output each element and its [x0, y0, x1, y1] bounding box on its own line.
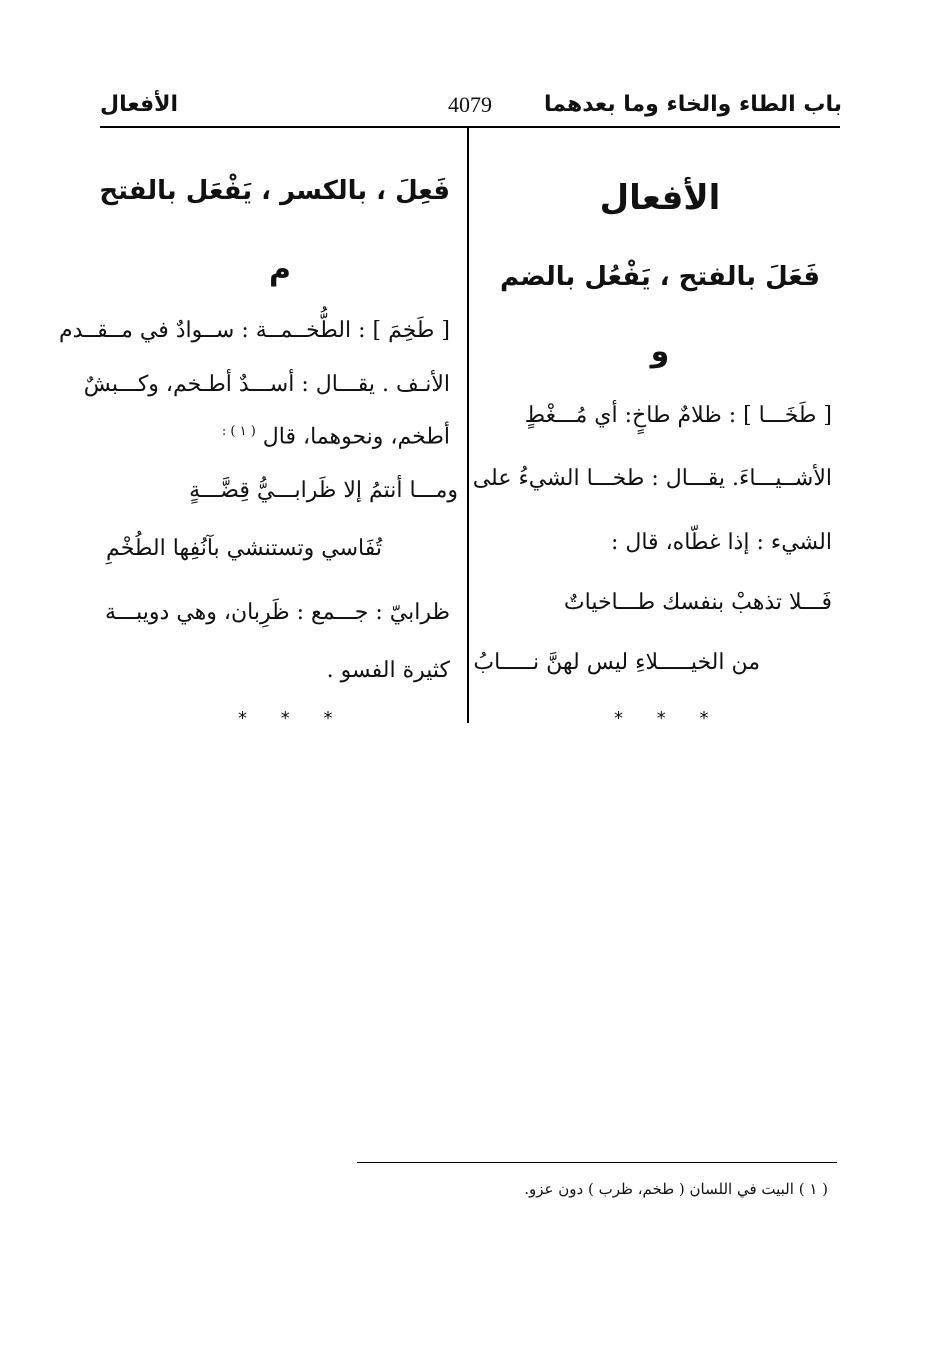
left-verse-line-2: تُفَاسي وتستنشي بآنُفِها الطُخْمِ: [106, 536, 382, 561]
left-entry-line-2: الأنـف . يقـــال : أســـدٌ أطـخم، وكـــبشٌ: [83, 372, 450, 397]
running-header-right: باب الطاء والخاء وما بعدهما: [543, 92, 842, 117]
right-entry-line-2: الأشــيـــاءَ. يقـــال : طخـــا الشيءُ على: [472, 466, 832, 491]
left-root-letter: م: [269, 252, 291, 287]
left-entry-line-5: كثيرة الفسو .: [326, 658, 450, 683]
right-column-subtitle: فَعَلَ بالفتح ، يَفْعُل بالضم: [500, 262, 820, 292]
page-number: 4079: [448, 92, 492, 117]
running-header-left: الأفعال: [100, 92, 179, 117]
left-entry-line-3-text: أطخم، ونحوهما، قال: [262, 424, 450, 450]
right-entry-line-1: [ طَخَـــا ] : ظلامٌ طاخٍ: أي مُـــغْطٍ: [524, 403, 832, 428]
section-title: الأفعال: [599, 178, 721, 218]
right-separator: * * *: [614, 708, 723, 729]
header-rule: [100, 126, 840, 128]
right-verse-line-2: من الخيـــــلاءِ ليس لهنَّ نـــــابُ: [473, 650, 760, 675]
column-divider: [467, 127, 469, 723]
footnote: ( ١ ) البيت في اللسان ( طخم، ظرب ) دون عزو.: [524, 1180, 828, 1198]
footnote-marker: ( ١ ) :: [221, 424, 256, 439]
right-entry-line-3: الشيء : إذا غطّاه، قال :: [610, 530, 832, 555]
left-entry-line-3: [222, 424, 450, 449]
left-entry-line-4: ظرابيّ : جـــمع : ظَرِبان، وهي دويبـــة: [105, 600, 450, 625]
right-root-letter: و: [650, 334, 670, 369]
left-entry-line-1: [ طَخِمَ ] : الطُّخــمــة : ســوادٌ في مــقــدم: [59, 318, 450, 343]
left-verse-line-1: ومـــا أنتمُ إلا ظَرابـــيُّ قِضَّـــةٍ: [189, 478, 458, 503]
left-column-title: فَعِلَ ، بالكسر ، يَفْعَل بالفتح: [99, 176, 450, 206]
left-separator: * * *: [238, 708, 347, 729]
right-verse-line-1: فَـــلا تذهبْ بنفسك طـــاخياتٌ: [563, 590, 832, 615]
footnote-rule: [357, 1162, 837, 1163]
